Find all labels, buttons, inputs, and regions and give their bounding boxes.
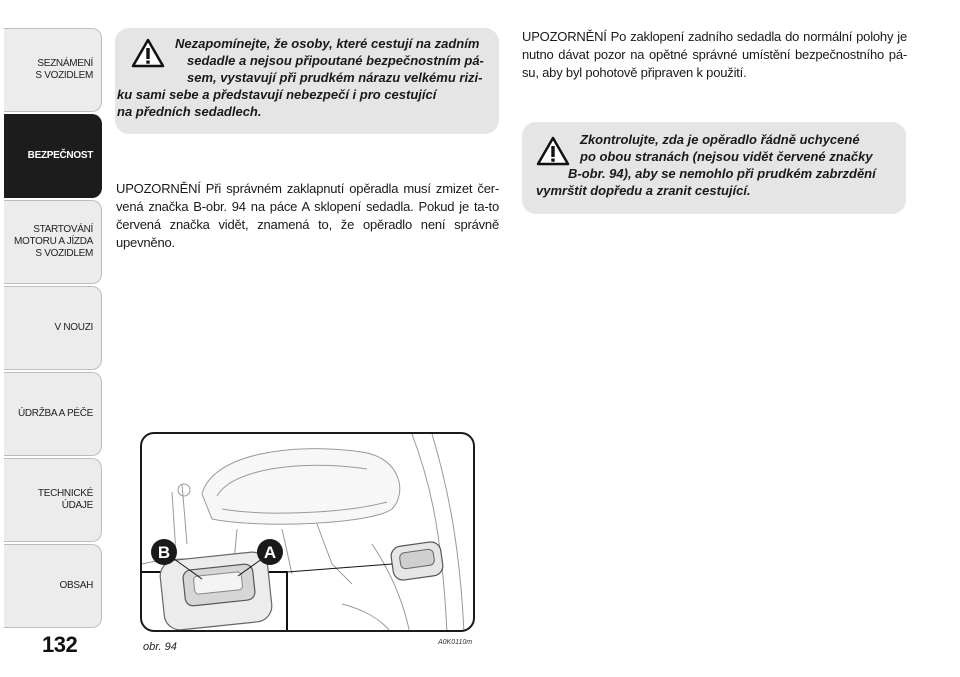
label-b-marker — [151, 539, 177, 565]
warning-left-line-4: ku sami sebe a představují nebezpečí i pro cestující — [117, 87, 437, 102]
warning-left-line-5: na předních sedadlech. — [117, 104, 262, 119]
warning-right-line-3: B-obr. 94), aby se nemohlo při prudkém zabrzdění — [568, 166, 876, 181]
page-number: 132 — [42, 632, 78, 657]
warning-left-line-1: Nezapomínejte, že osoby, které cestují na zadním — [175, 36, 480, 51]
warning-left-line-3: sem, vystavují při prudkém nárazu velkému rizi- — [187, 70, 483, 85]
warning-triangle-icon — [536, 136, 570, 166]
label-a: A — [263, 543, 277, 562]
label-a-marker — [257, 539, 283, 565]
tab-technicke-udaje[interactable]: TECHNICKÉ ÚDAJE — [4, 458, 102, 542]
chapter-sidebar — [0, 28, 103, 628]
seat-illustration — [142, 434, 475, 632]
warning-box-right — [522, 122, 906, 214]
warning-box-left — [115, 28, 499, 134]
tab-bezpecnost[interactable]: BEZPEČNOST — [4, 114, 102, 198]
warning-right-line-1: Zkontrolujte, zda je opěradlo řádně uchycené — [580, 132, 860, 147]
tab-v-nouzi[interactable]: V NOUZI — [4, 286, 102, 370]
figure-caption: obr. 94 — [143, 641, 177, 653]
warning-right-line-4: vymrštit dopředu a zranit cestující. — [536, 183, 751, 198]
tab-udrzba[interactable]: ÚDRŽBA A PÉČE — [4, 372, 102, 456]
figure-code: A0K0110m — [438, 639, 473, 646]
tab-obsah[interactable]: OBSAH — [4, 544, 102, 628]
warning-right-line-2: po obou stranách (nejsou vidět červené značky — [580, 149, 873, 164]
warning-left-line-2: sedadle a nejsou připoutané bezpečnostním pá- — [187, 53, 484, 68]
paragraph-right: UPOZORNĚNÍ Po zaklopení zadního sedadla do normální polohy je nutno dávat pozor na opětné správné umístění bezpečnostního pá-su, aby byl pohotově připraven k použití. — [522, 29, 907, 80]
tab-startovani[interactable]: STARTOVÁNÍ MOTORU A JÍZDA S VOZIDLEM — [4, 200, 102, 284]
label-b: B — [157, 543, 171, 562]
figure-seat-lever — [140, 432, 475, 632]
tab-seznameni[interactable]: SEZNÁMENÍ S VOZIDLEM — [4, 28, 102, 112]
paragraph-left: UPOZORNĚNÍ Při správném zaklapnutí opěradla musí zmizet čer-vená značka B-obr. 94 na páce A sklopení sedadla. Pokud je ta-to červená značka vidět, znamená to, že opěradlo není správně upevněno. — [116, 181, 499, 250]
warning-triangle-icon — [131, 38, 165, 68]
